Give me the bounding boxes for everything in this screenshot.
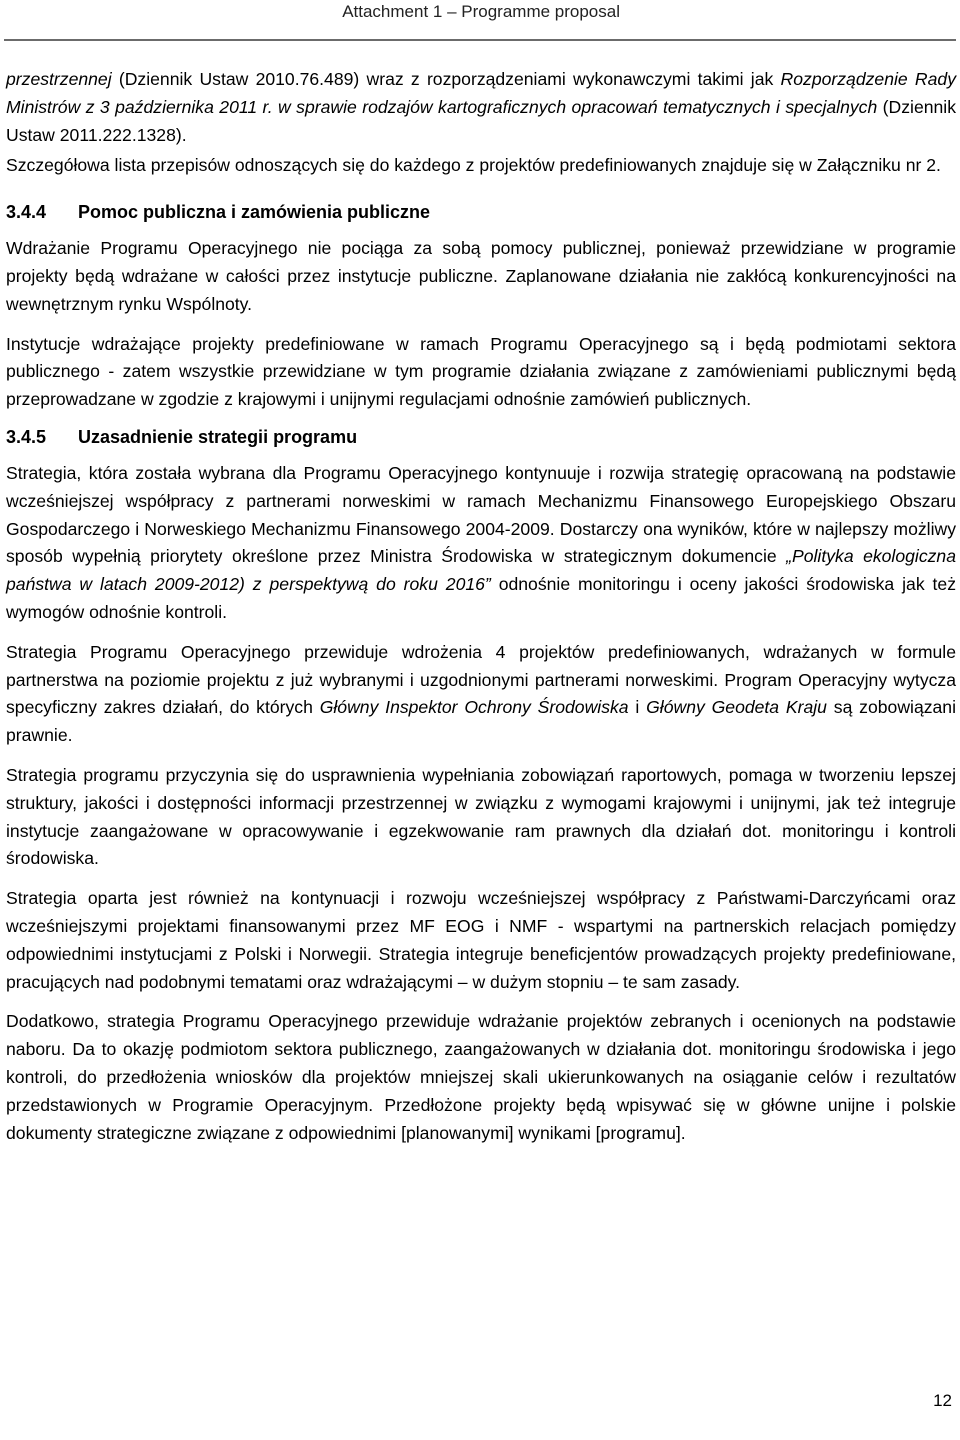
section-heading (6, 197, 956, 227)
text-run: Wdrażanie Programu Operacyjnego nie pociąga za sobą pomocy publicznej, ponieważ przewidziane w programie projekty będą wdrażane w całości przez instytucje publiczne. Zaplanowane działania nie zakłócą konkurencyjności na wewnętrznym rynku Wspólnoty. (6, 238, 956, 314)
paragraph (6, 1008, 956, 1147)
text-run: (Dziennik Ustaw 2011.222.1328). (6, 96, 957, 145)
italic-text: Główny Inspektor Ochrony Środowiska (319, 697, 629, 718)
italic-text: Główny Geodeta Kraju (646, 697, 827, 718)
header-rule (4, 39, 956, 41)
section-number: 3.4.4 (6, 202, 47, 223)
paragraph (6, 762, 956, 873)
italic-text: Rozporządzenie Rady Ministrów z 3 października 2011 r. w sprawie rodzajów kartograficznych opracowań tematycznych i specjalnych (6, 69, 957, 117)
text-run: Strategia Programu Operacyjnego przewiduje wdrożenia 4 projektów predefiniowanych, wdrażanych w formule partnerstwa na poziomie projektu z już wybranymi i uzgodnionymi partnerami norweskimi. Program Operacyjny wytycza specyficzny zakres działań, do których (6, 641, 956, 718)
document-body (6, 66, 956, 1147)
text-run: Strategia, która została wybrana dla Programu Operacyjnego kontynuuje i rozwija strategię opracowaną na podstawie wcześniejszej współpracy z partnerami norweskimi w ramach Mechanizmu Finansowego Europejskiego Obszaru Gospodarczego i Norweskiego Mechanizmu Finansowego 2004-2009. Dostarczy ona wyników, które w najlepszy możliwy sposób wypełnią priorytety określone przez Ministra Środowiska w strategicznym dokumencie (6, 462, 956, 567)
section-heading (6, 422, 956, 452)
text-run: (Dziennik Ustaw 2010.76.489) wraz z rozporządzeniami wykonawczymi takimi jak (111, 69, 781, 89)
paragraph (6, 66, 956, 149)
italic-text: „Polityka ekologiczna państwa w latach 2009-2012) z perspektywą do roku 2016” (6, 546, 956, 595)
paragraph (6, 152, 956, 180)
paragraph (6, 639, 956, 750)
section-title: Uzasadnienie strategii programu (78, 426, 358, 447)
paragraph (6, 331, 956, 414)
text-run: Strategia oparta jest również na kontynuacji i rozwoju wcześniejszej współpracy z Państwami-Darczyńcami oraz wcześniejszymi projektami finansowanymi przez MF EOG i NMF - wspartymi na partnerskich relacjach pomiędzy odpowiednimi instytucjami z Polski i Norwegii. Strategia integruje beneficjentów prowadzących projekty predefiniowane, pracujących nad podobnymi tematami oraz wdrażającymi – w dużym stopniu – te sam zasady. (6, 888, 956, 992)
paragraph (6, 885, 956, 996)
text-run: Dodatkowo, strategia Programu Operacyjnego przewiduje wdrażanie projektów zebranych i ocenionych na podstawie naboru. Da to okazję podmiotom sektora publicznego, zaangażowanych w działania dot. monitoringu środowiska i jego kontroli, do przedłożenia wniosków dla projektów mniejszej skali ukierunkowanych na osiąganie celów i rezultatów przedstawionych w Programie Operacyjnym. Przedłożone projekty będą wpisywać się w główne unijne i polskie dokumenty strategiczne związane z odpowiednimi [planowanymi] wynikami [programu]. (6, 1011, 956, 1143)
document-title: Attachment 1 – Programme proposal (342, 2, 620, 21)
paragraph (6, 460, 956, 627)
text-run: Instytucje wdrażające projekty predefiniowane w ramach Programu Operacyjnego są i będą podmiotami sektora publicznego - zatem wszystkie przewidziane w tym programie działania związane z zamówieniami publicznymi będą przeprowadzane w zgodzie z krajowymi i unijnymi regulacjami odnośnie zamówień publicznych. (6, 333, 956, 410)
text-run: są zobowiązani prawnie. (6, 697, 957, 746)
section-title: Pomoc publiczna i zamówienia publiczne (78, 202, 431, 223)
section-number: 3.4.5 (6, 426, 47, 447)
text-run: Szczegółowa lista przepisów odnoszących się do każdego z projektów predefiniowanych znajduje się w Załączniku nr 2. (6, 155, 941, 176)
text-run: i (628, 697, 647, 718)
paragraph (6, 235, 956, 318)
text-run: Strategia programu przyczynia się do usprawnienia wypełniania zobowiązań raportowych, pomaga w tworzeniu lepszej struktury, jakości i dostępności informacji przestrzennej w związku z wymogami krajowymi i unijnymi, jak też integruje instytucje zaangażowane w opracowywanie i egzekwowanie ram prawnych dla działań dot. monitoringu i kontroli środowiska. (6, 764, 956, 869)
italic-text: przestrzennej (6, 69, 112, 89)
page-number: 12 (933, 1391, 952, 1410)
page-header (0, 0, 960, 42)
text-run: odnośnie monitoringu i oceny jakości środowiska jak też wymogów odnośnie kontroli. (6, 574, 956, 622)
